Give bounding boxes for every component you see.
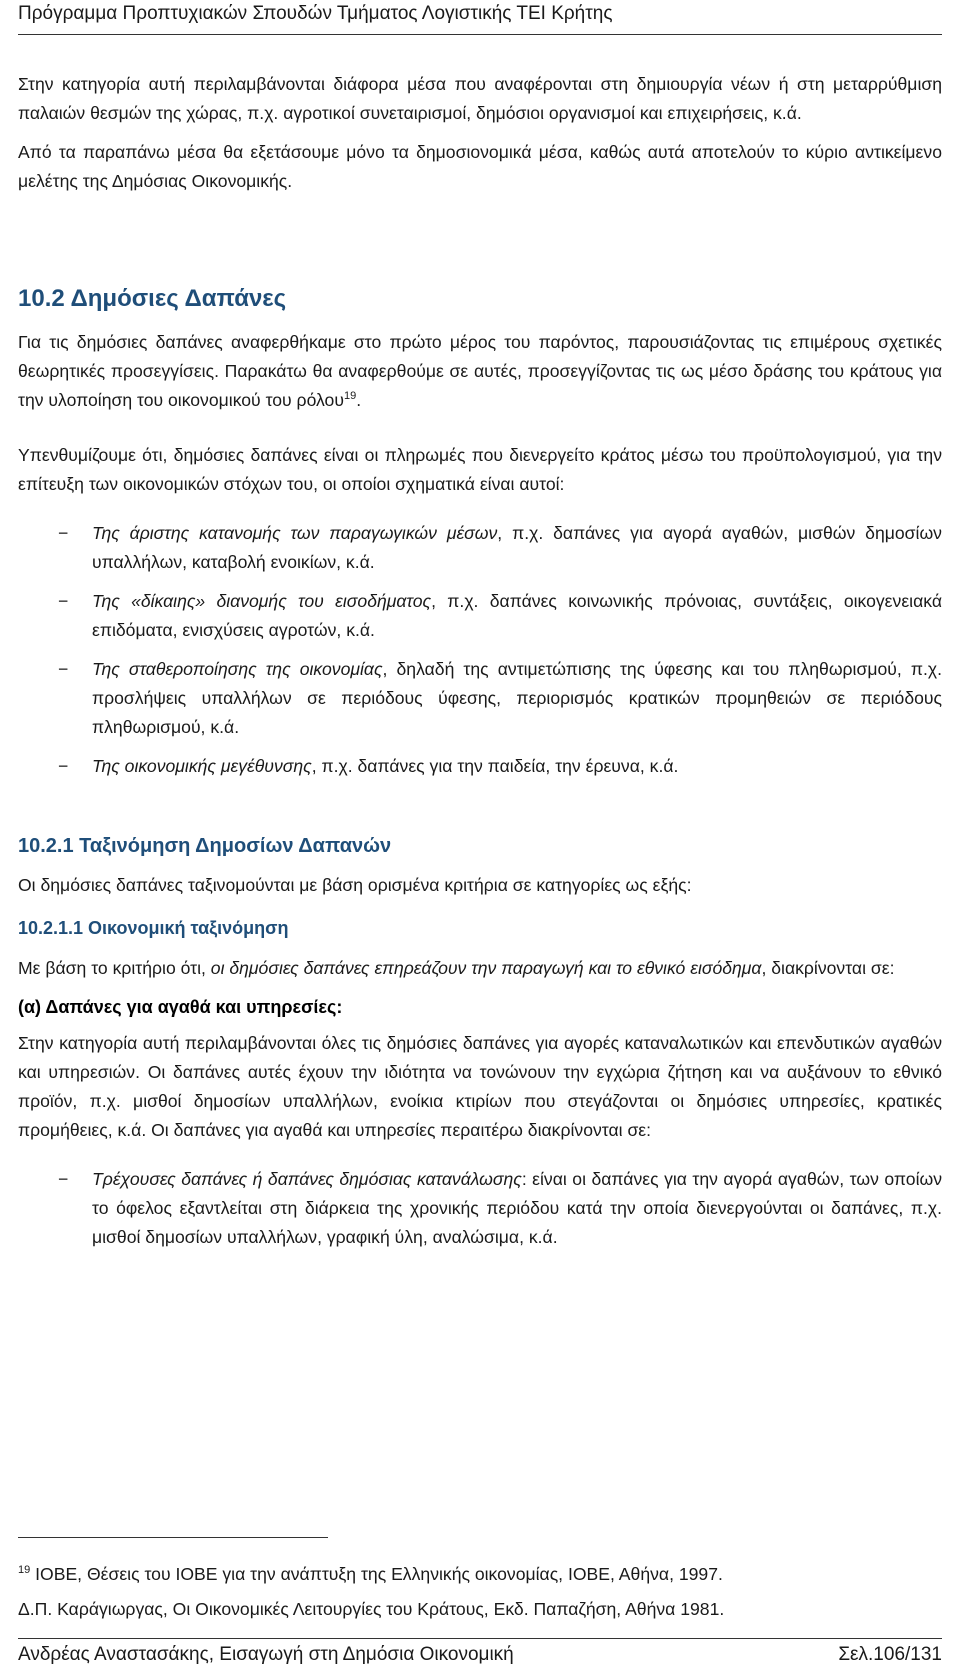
footnote-reference: Δ.Π. Καράγιωργας, Οι Οικονομικές Λειτουργίες του Κράτους, Εκδ. Παπαζήση, Αθήνα 1981. bbox=[18, 1599, 725, 1619]
document-page bbox=[18, 0, 942, 1670]
page-header bbox=[18, 0, 942, 35]
dash-bullet: − bbox=[58, 756, 69, 776]
section-heading-10-2-1: 10.2.1 Ταξινόμηση Δημοσίων Δαπανών bbox=[18, 835, 392, 857]
footnote-19 bbox=[18, 1560, 942, 1589]
list-item bbox=[18, 655, 942, 742]
page-footer bbox=[18, 1638, 942, 1671]
footnote-text: ΙΟΒΕ, Θέσεις του ΙΟΒΕ για την ανάπτυξη της Ελληνικής οικονομίας, ΙΟΒΕ, Αθήνα, 1997. bbox=[30, 1564, 723, 1584]
list-item bbox=[18, 587, 942, 645]
paragraph-start: Με βάση το κριτήριο ότι, bbox=[18, 958, 211, 978]
section-10-2-1-1-paragraph-2: Στην κατηγορία αυτή περιλαμβάνονται όλες τις δημόσιες δαπάνες για αγορές καταναλωτικών και επενδυτικών αγαθών και υπηρεσιών. Οι δαπάνες αυτές έχουν την ιδιότητα να τονώνουν την εγχώρια ζήτηση και να αυξάνουν το εθνικό προϊόν, π.χ. μισθοί δημοσίων υπαλλήλων, ενοίκια κτιρίων που στεγάζονται οι δημόσιες υπηρεσίες, κρατικές προμήθειες, κ.ά. Οι δαπάνες για αγαθά και υπηρεσίες περαιτέρω διακρίνονται σε: bbox=[18, 1033, 942, 1140]
dash-bullet: − bbox=[58, 523, 69, 543]
footnote-separator bbox=[18, 1537, 328, 1538]
list-item bbox=[18, 1165, 942, 1252]
dash-bullet: − bbox=[58, 1169, 69, 1189]
list-item bbox=[18, 752, 942, 781]
item-italic: Τρέχουσες δαπάνες ή δαπάνες δημόσιας κατανάλωσης bbox=[92, 1169, 522, 1189]
item-italic: Της άριστης κατανομής των παραγωγικών μέσων bbox=[92, 523, 498, 543]
intro-paragraph-1: Στην κατηγορία αυτή περιλαμβάνονται διάφορα μέσα που αναφέρονται στη δημιουργία νέων ή στη μεταρρύθμιση παλαιών θεσμών της χώρας, π.χ. αγροτικοί συνεταιρισμοί, δημόσιοι οργανισμοί και επιχειρήσεις, κ.ά. bbox=[18, 74, 942, 123]
current-expenditure-list bbox=[18, 1165, 942, 1252]
intro-paragraph-2: Από τα παραπάνω μέσα θα εξετάσουμε μόνο τα δημοσιονομικά μέσα, καθώς αυτά αποτελούν το κύριο αντικείμενο μελέτης της Δημόσιας Οικονομικής. bbox=[18, 142, 942, 191]
section-10-2-paragraph-1 bbox=[18, 328, 942, 415]
header-title: Πρόγραμμα Προπτυχιακών Σπουδών Τμήματος Λογιστικής ΤΕΙ Κρήτης bbox=[18, 3, 613, 24]
section-10-2-1-1-paragraph-1 bbox=[18, 954, 942, 983]
footer-author-title: Ανδρέας Αναστασάκης, Εισαγωγή στη Δημόσια Οικονομική bbox=[18, 1644, 514, 1665]
paragraph-end: . bbox=[356, 390, 362, 410]
item-italic: Της οικονομικής μεγέθυνσης bbox=[92, 756, 312, 776]
page-number: Σελ.106/131 bbox=[838, 1644, 942, 1665]
subheading-goods-services: (α) Δαπάνες για αγαθά και υπηρεσίες: bbox=[18, 997, 343, 1017]
page-body bbox=[18, 70, 942, 1262]
item-italic: Της σταθεροποίησης της οικονομίας bbox=[92, 659, 383, 679]
footnote-number: 19 bbox=[18, 1564, 31, 1577]
item-text: , δηλαδή της αντιμετώπισης της ύφεσης και του πληθωρισμού, π.χ. προσλήψεις υπαλλήλων σε περιόδους ύφεσης, περιορισμός κρατικών προμηθειών σε περιόδους πληθωρισμού, κ.ά. bbox=[92, 659, 942, 737]
section-10-2-1-paragraph: Οι δημόσιες δαπάνες ταξινομούνται με βάση ορισμένα κριτήρια σε κατηγορίες ως εξής: bbox=[18, 875, 692, 895]
footnotes bbox=[18, 1560, 942, 1630]
objectives-list bbox=[18, 519, 942, 781]
item-text: , π.χ. δαπάνες για την παιδεία, την έρευνα, κ.ά. bbox=[311, 756, 679, 776]
item-text: : είναι οι δαπάνες για την αγορά αγαθών, των οποίων το όφελος εξαντλείται στη διάρκεια της χρονικής περιόδου κατά την οποία διενεργούνται οι δαπάνες, π.χ. μισθοί δημοσίων υπαλλήλων, γραφική ύλη, αναλώσιμα, κ.ά. bbox=[92, 1169, 943, 1247]
list-item bbox=[18, 519, 942, 577]
dash-bullet: − bbox=[58, 591, 69, 611]
section-heading-10-2: 10.2 Δημόσιες Δαπάνες bbox=[18, 285, 287, 312]
paragraph-end: , διακρίνονται σε: bbox=[761, 958, 895, 978]
dash-bullet: − bbox=[58, 659, 69, 679]
item-italic: Της «δίκαιης» διανομής του εισοδήματος bbox=[92, 591, 432, 611]
paragraph-text: Για τις δημόσιες δαπάνες αναφερθήκαμε στο πρώτο μέρος του παρόντος, παρουσιάζοντας τις επιμέρους σχετικές θεωρητικές προσεγγίσεις. Παρακάτω θα αναφερθούμε σε αυτές, προσεγγίζοντας τις ως μέσο δράσης του κράτους για την υλοποίηση του οικονομικού του ρόλου bbox=[18, 332, 942, 410]
section-heading-10-2-1-1: 10.2.1.1 Οικονομική ταξινόμηση bbox=[18, 918, 289, 938]
section-10-2-paragraph-2: Υπενθυμίζουμε ότι, δημόσιες δαπάνες είναι οι πληρωμές που διενεργείτο κράτος μέσω του προϋπολογισμού, για την επίτευξη των οικονομικών στόχων του, οι οποίοι σχηματικά είναι αυτοί: bbox=[18, 445, 942, 494]
footnote-ref: 19 bbox=[343, 390, 357, 403]
item-text: , π.χ. δαπάνες για αγορά αγαθών, μισθών δημοσίων υπαλλήλων, καταβολή ενοικίων, κ.ά. bbox=[92, 523, 942, 572]
item-text: , π.χ. δαπάνες κοινωνικής πρόνοιας, συντάξεις, οικογενειακά επιδόματα, ενισχύσεις αγροτών, κ.ά. bbox=[92, 591, 942, 640]
paragraph-italic: οι δημόσιες δαπάνες επηρεάζουν την παραγωγή και το εθνικό εισόδημα bbox=[210, 958, 762, 978]
